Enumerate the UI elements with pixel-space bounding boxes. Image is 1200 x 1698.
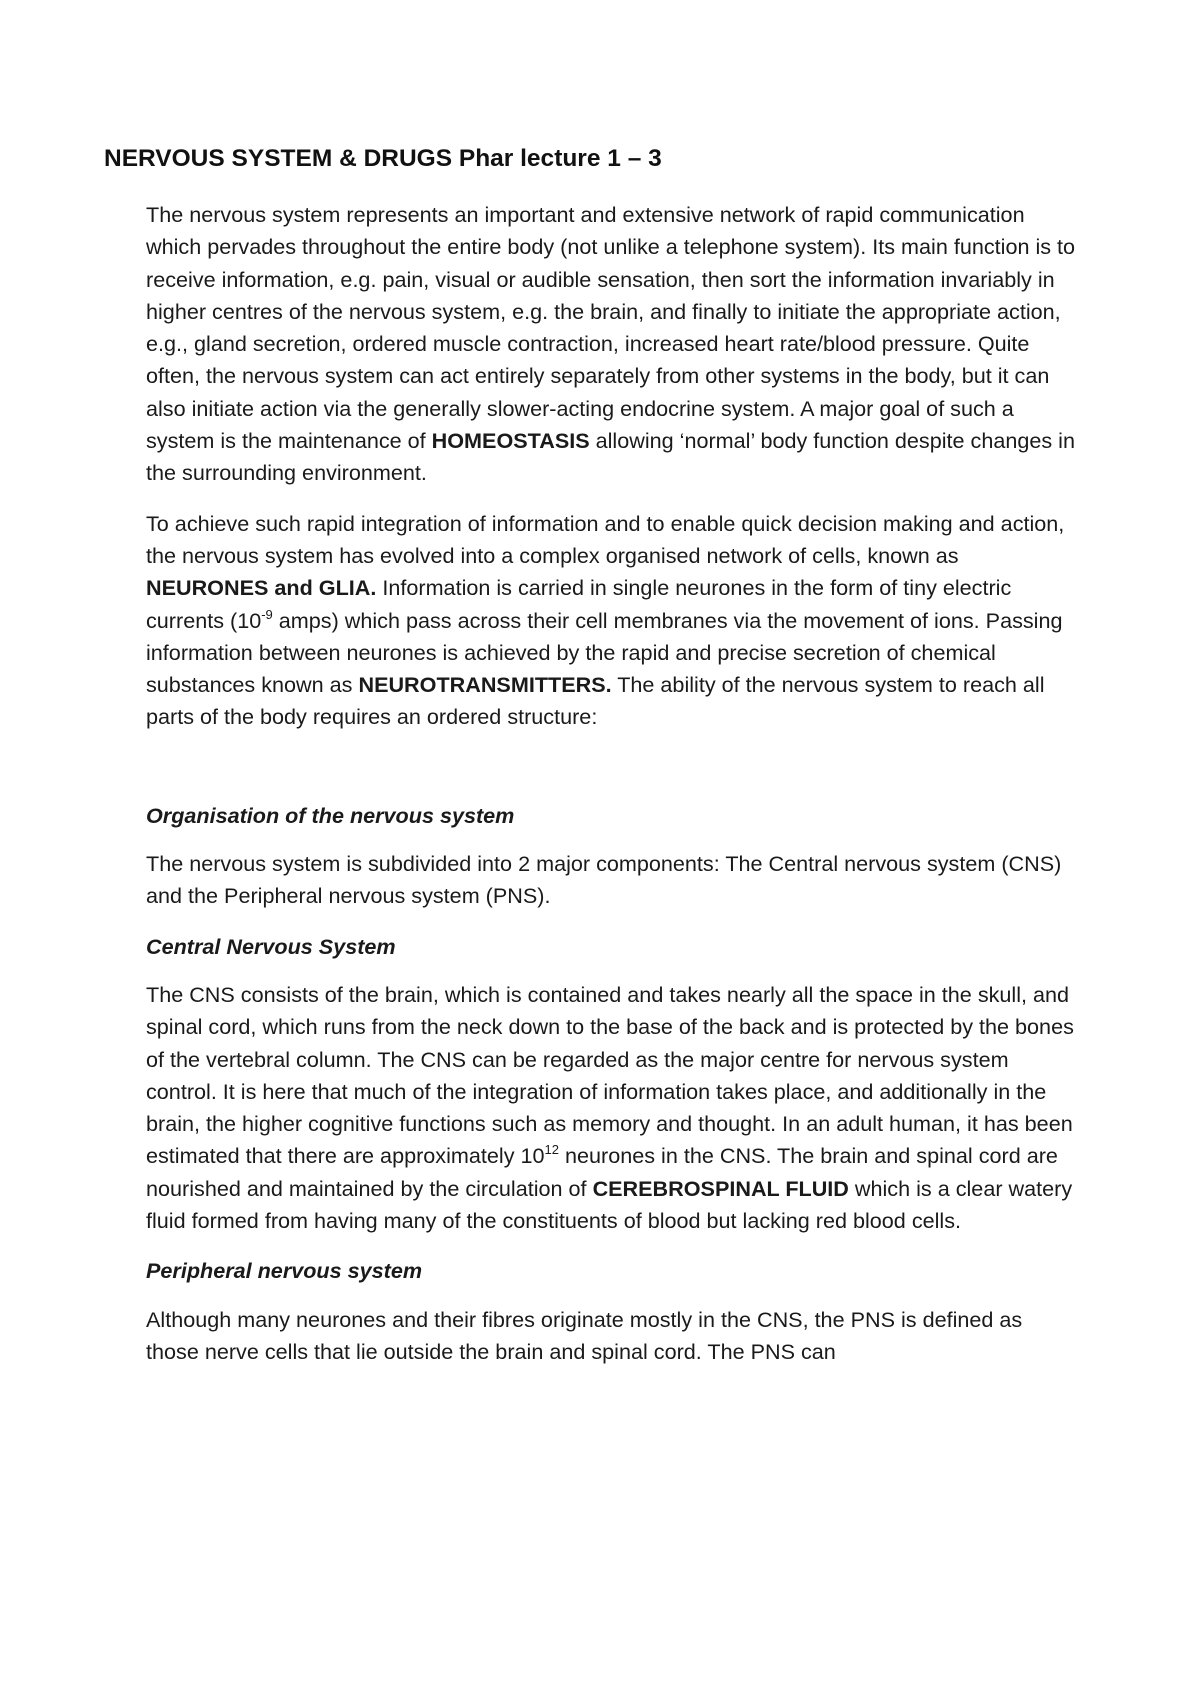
paragraph-cns-text-3: which is a clear watery fluid formed from having many of the constituents of blood but lacking red blood cells. bbox=[146, 1175, 1073, 1234]
heading-peripheral-nervous-system: Peripheral nervous system bbox=[146, 1258, 423, 1284]
paragraph-integration bbox=[146, 508, 1076, 734]
term-neurones-glia: NEURONES and GLIA. bbox=[146, 575, 377, 601]
document-title: NERVOUS SYSTEM & DRUGS Phar lecture 1 – 3 bbox=[104, 145, 662, 172]
document-body bbox=[146, 199, 1076, 1386]
paragraph-integration-text-2: Information is carried in single neurones in the form of tiny electric currents (10 bbox=[146, 575, 1012, 633]
paragraph-intro bbox=[146, 199, 1076, 490]
exponent-twelve: 12 bbox=[544, 1142, 559, 1158]
heading-central-nervous-system: Central Nervous System bbox=[146, 933, 396, 959]
paragraph-cns bbox=[146, 979, 1076, 1237]
paragraph-cns-text-2: neurones in the CNS. The brain and spinal cord are nourished and maintained by the circulation of bbox=[146, 1143, 1058, 1201]
paragraph-integration-text-4: The ability of the nervous system to reach all parts of the body requires an ordered structure: bbox=[146, 672, 1045, 730]
paragraph-pns: Although many neurones and their fibres originate mostly in the CNS, the PNS is defined as those nerve cells that lie outside the brain and spinal cord. The PNS can bbox=[146, 1306, 1023, 1364]
paragraph-integration-text-3: amps) which pass across their cell membranes via the movement of ions. Passing information between neurones is achieved by the rapid and precise secretion of chemical substances known as bbox=[146, 607, 1063, 698]
term-neurotransmitters: NEUROTRANSMITTERS. bbox=[358, 672, 612, 698]
paragraph-cns-text-1: The CNS consists of the brain, which is contained and takes nearly all the space in the skull, and spinal cord, which runs from the neck down to the base of the back and is protected by the bones of the vertebral column. The CNS can be regarded as the major centre for nervous system control. It is here that much of the integration of information takes place, and additionally in the brain, the higher cognitive functions such as memory and thought. In an adult human, it has been estimated that there are approximately 10 bbox=[146, 981, 1074, 1169]
heading-organisation: Organisation of the nervous system bbox=[146, 802, 515, 828]
exponent-minus-nine: -9 bbox=[261, 606, 273, 622]
term-cerebrospinal-fluid: CEREBROSPINAL FLUID bbox=[592, 1175, 849, 1201]
paragraph-intro-text-2: allowing ‘normal’ body function despite changes in the surrounding environment. bbox=[146, 428, 1075, 486]
paragraph-integration-text-1: To achieve such rapid integration of information and to enable quick decision making and action, the nervous system has evolved into a complex organised network of cells, known as bbox=[146, 510, 1065, 568]
paragraph-intro-text-1: The nervous system represents an important and extensive network of rapid communication which pervades throughout the entire body (not unlike a telephone system). Its main function is to receive information, e.g. pain, visual or audible sensation, then sort the information invariably in higher centres of the nervous system, e.g. the brain, and finally to initiate the appropriate action, e.g., gland secretion, ordered muscle contraction, increased heart rate/blood pressure. Quite often, the nervous system can act entirely separately from other systems in the body, but it can also initiate action via the generally slower-acting endocrine system. A major goal of such a system is the maintenance of bbox=[146, 202, 1076, 454]
term-homeostasis: HOMEOSTASIS bbox=[431, 428, 590, 454]
paragraph-subdivision: The nervous system is subdivided into 2 major components: The Central nervous system (CNS) and the Peripheral nervous system (PNS). bbox=[146, 851, 1062, 909]
